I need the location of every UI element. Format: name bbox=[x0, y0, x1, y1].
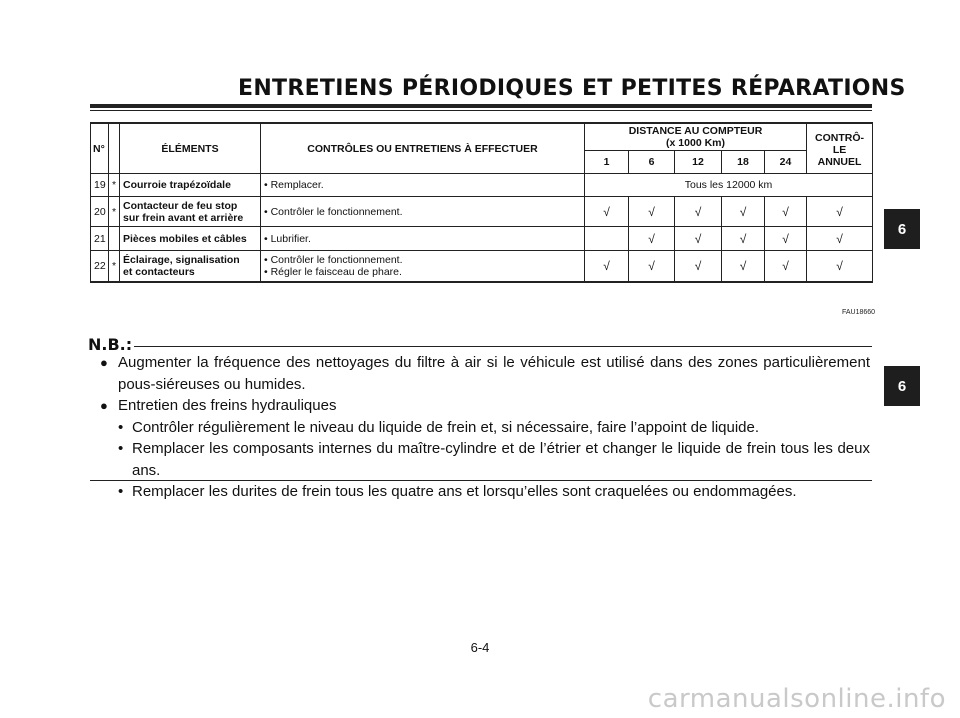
distance-label: DISTANCE AU COMPTEUR bbox=[628, 125, 763, 137]
row-action bbox=[261, 251, 585, 283]
dot-icon: • bbox=[118, 440, 124, 457]
row-element bbox=[120, 251, 261, 283]
sub-note-text: Contrôler régulièrement le niveau du liquide de frein et, si nécessaire, faire l’appoint de liquide. bbox=[132, 418, 760, 436]
check-mark: √ bbox=[807, 227, 873, 251]
note-rule bbox=[134, 346, 872, 347]
page-number: 6-4 bbox=[470, 640, 490, 655]
annual-label-1: CONTRÔ- bbox=[815, 132, 865, 144]
check-mark: √ bbox=[722, 251, 765, 283]
element-text: Courroie trapézoïdale bbox=[123, 179, 231, 191]
chapter-tab[interactable]: 6 bbox=[884, 366, 920, 406]
note-item bbox=[90, 395, 870, 417]
row-interval: Tous les 12000 km bbox=[585, 174, 873, 197]
check-mark: √ bbox=[629, 227, 675, 251]
note-text: Entretien des freins hydrauliques bbox=[118, 397, 337, 414]
column-header-no: N° bbox=[91, 123, 109, 174]
note-item bbox=[90, 352, 870, 395]
row-star: * bbox=[109, 197, 120, 227]
check-mark: √ bbox=[675, 197, 722, 227]
maintenance-table bbox=[90, 122, 873, 283]
sub-note-text: Remplacer les durites de frein tous les quatre ans et lorsqu’elles sont craquelées ou endommagées. bbox=[132, 483, 797, 500]
note-text: Augmenter la fréquence des nettoyages du filtre à air si le véhicule est utilisé dans des zones particulièrement pous-siéreuses ou humides. bbox=[118, 354, 870, 393]
page-title: ENTRETIENS PÉRIODIQUES ET PETITES RÉPARATIONS bbox=[238, 76, 906, 101]
column-header-km: 12 bbox=[675, 151, 722, 174]
check-mark: √ bbox=[675, 251, 722, 283]
element-text: sur frein avant et arrière bbox=[123, 211, 244, 224]
column-header-km: 18 bbox=[722, 151, 765, 174]
sub-note-text: Remplacer les composants internes du maître-cylindre et de l’étrier et changer le liquide de frein tous les deux ans. bbox=[132, 440, 870, 479]
table-row bbox=[91, 227, 873, 251]
row-star bbox=[109, 227, 120, 251]
check-mark: √ bbox=[675, 227, 722, 251]
table-row bbox=[91, 251, 873, 283]
sub-note-item bbox=[90, 481, 870, 503]
annual-label-2: LE bbox=[832, 144, 847, 156]
check-mark: √ bbox=[722, 227, 765, 251]
sub-note-item bbox=[90, 417, 870, 439]
column-header-controls: CONTRÔLES OU ENTRETIENS À EFFECTUER bbox=[261, 123, 585, 174]
sub-note-item bbox=[90, 438, 870, 481]
action-text: • Remplacer. bbox=[264, 179, 324, 191]
bullet-icon: ● bbox=[100, 398, 108, 413]
row-number: 21 bbox=[91, 227, 109, 251]
action-text: • Régler le faisceau de phare. bbox=[264, 266, 402, 278]
row-star: * bbox=[109, 251, 120, 283]
dot-icon: • bbox=[118, 483, 124, 500]
watermark: carmanualsonline.info bbox=[647, 684, 946, 714]
row-action bbox=[261, 197, 585, 227]
check-mark: √ bbox=[807, 251, 873, 283]
column-header-star bbox=[109, 123, 120, 174]
row-element bbox=[120, 227, 261, 251]
check-mark: √ bbox=[585, 251, 629, 283]
row-action bbox=[261, 174, 585, 197]
column-header-distance bbox=[585, 123, 807, 151]
check-mark: √ bbox=[629, 197, 675, 227]
element-text: Pièces mobiles et câbles bbox=[123, 232, 247, 245]
column-header-km: 6 bbox=[629, 151, 675, 174]
check-mark: √ bbox=[629, 251, 675, 283]
check-mark: √ bbox=[807, 197, 873, 227]
dot-icon: • bbox=[118, 418, 124, 436]
title-rule-thick bbox=[90, 104, 872, 108]
note-label: N.B.: bbox=[88, 335, 133, 354]
check-mark: √ bbox=[765, 227, 807, 251]
row-number: 19 bbox=[91, 174, 109, 197]
row-action bbox=[261, 227, 585, 251]
table-row bbox=[91, 197, 873, 227]
notes-bottom-rule bbox=[90, 480, 872, 481]
chapter-tab[interactable]: 6 bbox=[884, 209, 920, 249]
row-star: * bbox=[109, 174, 120, 197]
reference-code: FAU18660 bbox=[842, 309, 876, 316]
row-element bbox=[120, 174, 261, 197]
column-header-annual bbox=[807, 123, 873, 174]
column-header-km: 1 bbox=[585, 151, 629, 174]
check-mark: √ bbox=[765, 197, 807, 227]
annual-label-3: ANNUEL bbox=[817, 156, 862, 168]
row-element bbox=[120, 197, 261, 227]
action-text: • Contrôler le fonctionnement. bbox=[264, 205, 403, 218]
element-text: Éclairage, signalisation bbox=[123, 254, 240, 266]
table-row bbox=[91, 174, 873, 197]
distance-unit: (x 1000 Km) bbox=[666, 137, 725, 149]
column-header-km: 24 bbox=[765, 151, 807, 174]
action-text: • Lubrifier. bbox=[264, 232, 311, 245]
bullet-icon: ● bbox=[100, 355, 108, 370]
row-number: 22 bbox=[91, 251, 109, 283]
check-mark: √ bbox=[585, 197, 629, 227]
check-mark: √ bbox=[722, 197, 765, 227]
title-rule-thin bbox=[90, 110, 872, 111]
check-mark: √ bbox=[765, 251, 807, 283]
column-header-elements: ÉLÉMENTS bbox=[120, 123, 261, 174]
element-text: Contacteur de feu stop bbox=[123, 199, 238, 212]
check-mark bbox=[585, 227, 629, 251]
row-number: 20 bbox=[91, 197, 109, 227]
action-text: • Contrôler le fonctionnement. bbox=[264, 254, 403, 266]
element-text: et contacteurs bbox=[123, 266, 195, 278]
